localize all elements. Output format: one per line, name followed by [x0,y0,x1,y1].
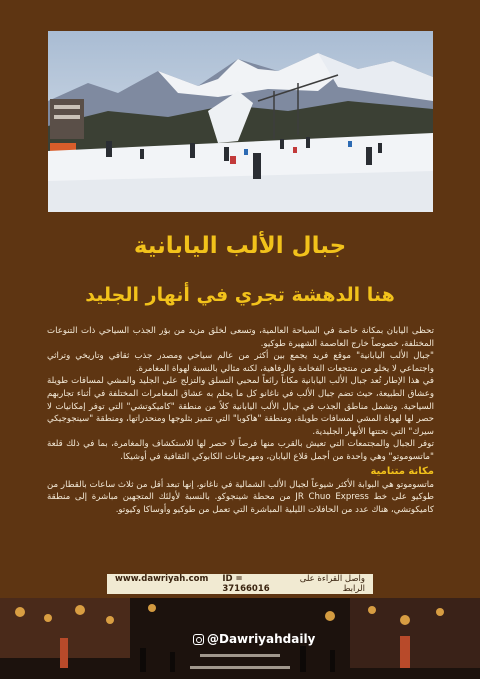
ski-resort-photo [48,31,433,212]
instagram-icon [193,634,204,645]
paragraph-1: تحظى اليابان بمكانة خاصة في السياحة العالمية، وتسعى لخلق مزيد من بؤر الجذب السياحي ذات التنوعات المختلفة، خصوصاً خارج العاصمة الشهيرة طوكيو. [47,326,434,349]
section-heading: مكانة متنامية [370,465,434,477]
article-title: جبال الألب اليابانية [133,233,347,259]
read-more-label: واصل القراءة على الرابط [299,574,365,594]
social-handle [193,632,315,646]
paragraph-4: توفر الجبال والمجتمعات التي تعيش بالقرب منها فرصاً لا حصر لها للاستكشاف والمغامرة، بما في ذلك قلعة "ماتسوموتو" وهي واحدة من أجمل قلاع اليابان، ومهرجانات الكابوكي الثقافية في أوشيكا. [47,439,434,462]
paragraph-3: في هذا الإطار تُعد جبال الألب اليابانية مكاناً رائعاً لمحبي التسلق والتزلج على الجليد والمشي لمسافات طويلة وعشاق الطبيعة، حيث تضم جبال الألب في ناغانو كل ما يحلم به عشاق المغامرات المختلفة في أثناء تجاربهم السياحية. وتشمل مناطق الجذب في جبال الألب اليابانية كلاً من منطقة "كاميكوتشي" التي توفر إمكانيات لا حصر لها لهواة المشي لمسافات طويلة، ومنطقة "هاكوبا" التي تتميز بثلوجها ومنحدراتها، ومنطقة "سينجوجيكي سيرك" التي نحتتها الأنهار الجليدية. [47,376,434,437]
site-link[interactable]: www.dawriyah.com [115,574,209,584]
paragraph-2: "جبال الألب اليابانية" موقع فريد يجمع بين أكثر من عالم سياحي ومصدر جذب ثقافي وتاريخي وتراثي واجتماعي لا يخلو من منتجعات الفخامة والرفاهية، لكنه مثالي بالنسبة لهواة المغامرة. [47,351,434,374]
article-body [47,325,434,516]
article-id: ID = 37166016 [222,574,270,594]
article-subtitle: هنا الدهشة تجري في أنهار الجليد [85,284,395,306]
section-paragraph: ماتسوموتو هي البوابة الأكثر شيوعاً لجبال الألب الشمالية في ناغانو، إنها تبعد أقل من ثلاث ساعات بالقطار من طوكيو على خط JR Chuo Express من محطة شينجوكو. بالنسبة لأولئك المتجهين مباشرة إلى منطقة كاميكوتشي، هناك عدد من الحافلات الليلية المباشرة التي تعمل من طوكيو وأوساكا وكيوتو. [47,479,434,515]
social-handle-text: @Dawriyahdaily [207,632,316,646]
read-more-bar [107,574,373,594]
